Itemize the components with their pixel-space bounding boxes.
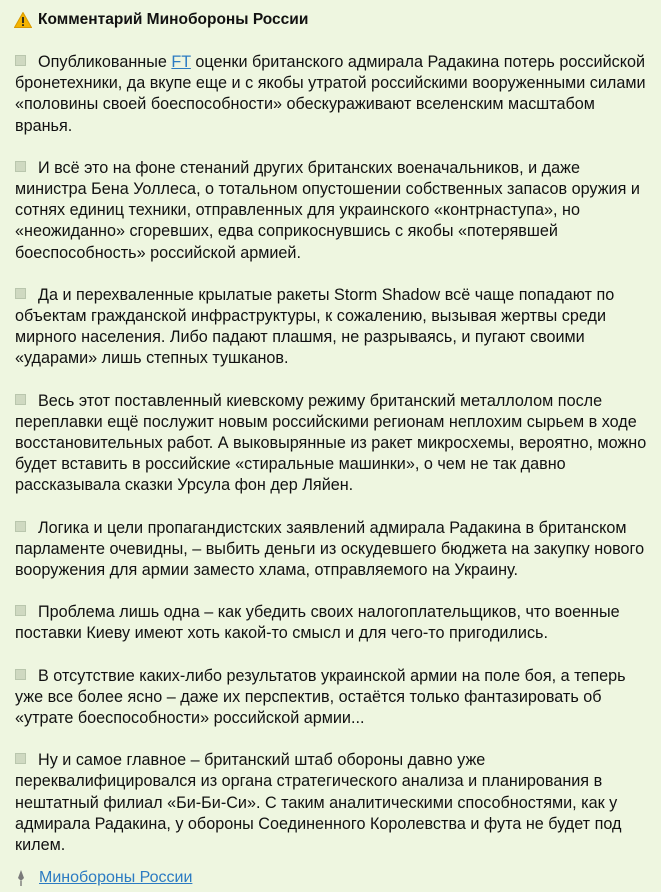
bullet-icon — [15, 753, 26, 764]
paragraph-4 — [14, 391, 647, 497]
paragraph-5 — [14, 518, 647, 582]
paragraph-3 — [14, 285, 647, 370]
paragraph-2 — [14, 158, 647, 264]
paragraph-1 — [14, 52, 647, 137]
paragraph-3-text: Да и перехваленные крылатые ракеты Storm Shadow всё чаще попадают по объектам гражданской инфраструктуры, к сожалению, вызывая жертвы среди мирного населения. Либо падают плашмя, не разрываясь, и пугают своими «ударами» лишь степных тушканов. — [15, 285, 615, 368]
channel-link[interactable]: Минобороны России — [39, 869, 193, 886]
paragraph-6 — [14, 602, 647, 644]
paragraph-1-pre: Опубликованные — [38, 53, 172, 71]
paragraph-4-text: Весь этот поставленный киевскому режиму британский металлолом после переплавки ещё послужит новым российскими регионам неплохим сырьем в ходе восстановительных работ. А выковырянные из ракет микросхемы, вероятно, можно будет вставить в российские «стиральные машинки», о чем не так давно рассказывала сказки Урсула фон дер Ляйен. — [15, 391, 647, 495]
warning-icon — [14, 12, 32, 28]
paragraph-2-text: И всё это на фоне стенаний других британских военачальников, и даже министра Бена Уоллеса, о тотальном опустошении собственных запасов оружия и сотнях единиц техники, отправленных для украинского «контрнаступа», но «неожиданно» сгоревших, едва соприкоснувшись с якобы «потерявшей боеспособность» российской армией. — [15, 158, 640, 262]
bullet-icon — [15, 161, 26, 172]
paragraph-7-text: В отсутствие каких-либо результатов украинской армии на поле боя, а теперь уже все более ясно – даже их перспектив, остаётся только фантазировать об «утрате боеспособности» российской армии... — [15, 666, 626, 728]
bullet-icon — [15, 521, 26, 532]
paragraph-8-text: Ну и самое главное – британский штаб обороны давно уже переквалифицировался из органа стратегического анализа и планирования в нештатный филиал «Би-Би-Си». С таким аналитическими способностями, как у адмирала Радакина, у обороны Соединенного Королевства и фута не будет под килем. — [15, 751, 622, 855]
bullet-icon — [15, 605, 26, 616]
ft-link[interactable]: FT — [171, 53, 191, 71]
post-title: Комментарий Минобороны России — [38, 11, 309, 28]
post-footer — [14, 869, 192, 887]
paragraph-1-post: оценки британского адмирала Радакина потерь российской бронетехники, да вкупе еще и с якобы утратой российскими вооруженными силами «половины своей боеспособности» обескураживают вселенским масштабом вранья. — [15, 53, 646, 135]
bullet-icon — [15, 55, 26, 66]
bullet-icon — [15, 394, 26, 405]
paragraph-5-text: Логика и цели пропагандистских заявлений адмирала Радакина в британском парламенте очевидны, – выбить деньги из оскудевшего бюджета на закупку нового вооружения для армии заместо хлама, отправляемого на Украину. — [15, 518, 645, 580]
paragraph-6-text: Проблема лишь одна – как убедить своих налогоплательщиков, что военные поставки Киеву имеют хоть какой-то смысл и для чего-то пригодились. — [15, 603, 620, 643]
post-title-row — [14, 9, 647, 31]
paragraph-7 — [14, 666, 647, 730]
paragraph-8 — [14, 750, 647, 856]
bullet-icon — [15, 288, 26, 299]
pen-icon — [14, 869, 28, 887]
bullet-icon — [15, 669, 26, 680]
